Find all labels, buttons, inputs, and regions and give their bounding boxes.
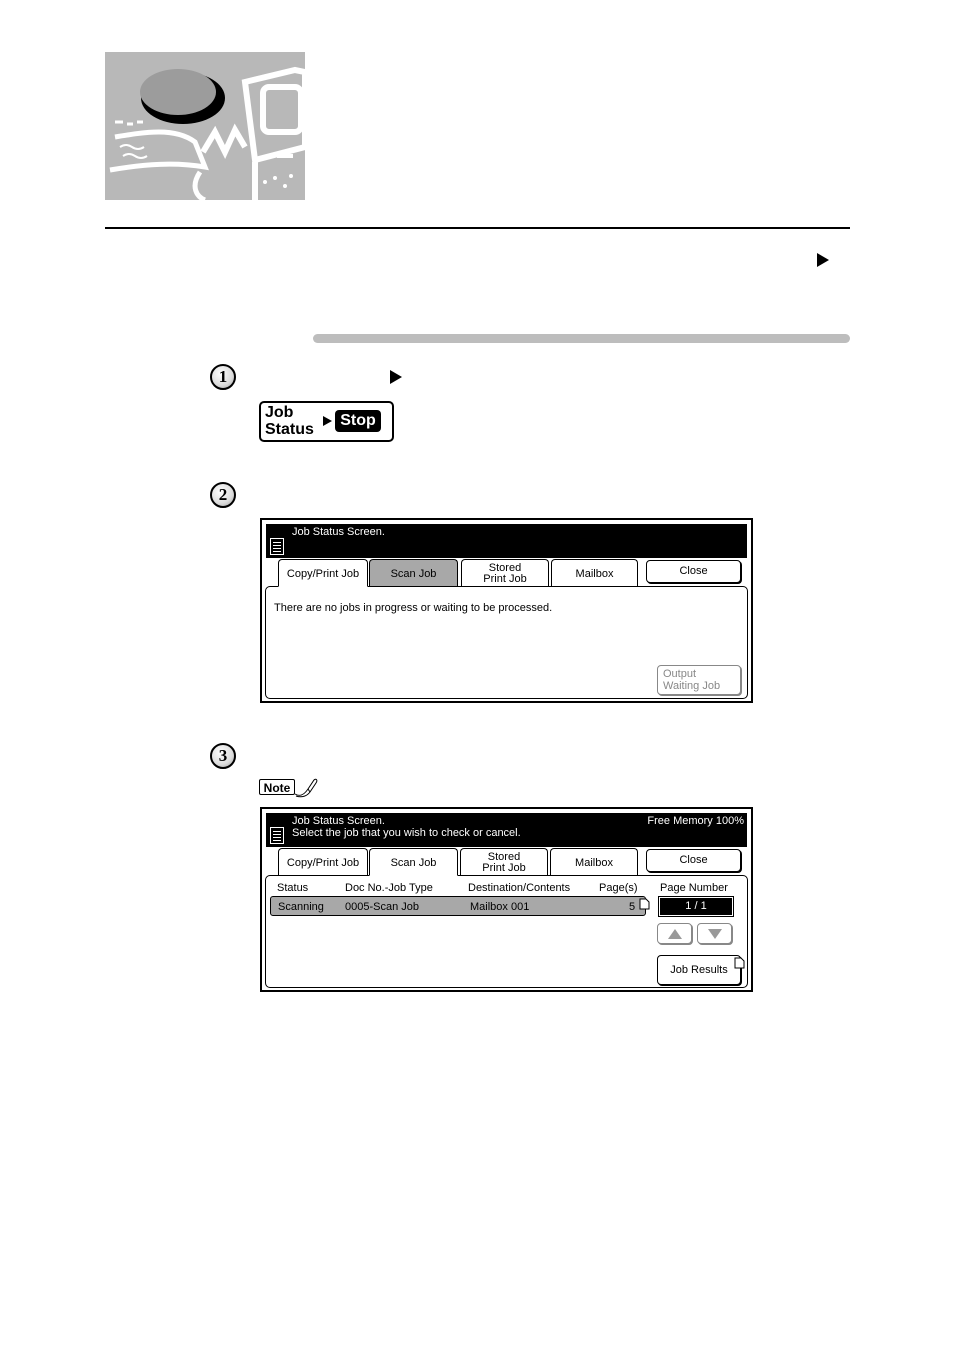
empty-message: There are no jobs in progress or waiting to be processed. (274, 602, 553, 614)
row-status: Scanning (278, 901, 324, 913)
arrow-right-icon (323, 416, 332, 426)
job-status-label (265, 404, 314, 438)
scroll-up-button[interactable] (657, 923, 692, 944)
column-header-status: Status (277, 882, 309, 894)
pencil-icon (294, 777, 318, 799)
tab-mailbox[interactable] (550, 848, 638, 875)
job-results-button[interactable]: Job Results (657, 955, 741, 985)
row-pages: 5 (629, 901, 636, 913)
tab-label-line1: Stored (487, 851, 521, 863)
row-doc-job-type: 0005-Scan Job (345, 901, 419, 913)
arrow-right-icon (817, 253, 829, 267)
tab-label: Mailbox (575, 568, 614, 580)
column-header-pages: Page(s) (599, 882, 638, 894)
note-badge: Note (259, 779, 295, 795)
tab-label-line2: Print Job (483, 573, 527, 585)
row-destination: Mailbox 001 (470, 901, 530, 913)
document-icon (270, 827, 284, 844)
column-header-destination: Destination/Contents (468, 882, 571, 894)
tab-label (462, 563, 548, 585)
tab-stored-print-job[interactable] (460, 848, 548, 875)
tab-scan-job[interactable] (369, 848, 458, 876)
tab-label: Copy/Print Job (286, 857, 360, 869)
tab-label: Scan Job (390, 857, 437, 869)
header-rule (105, 227, 850, 229)
tab-mailbox[interactable] (551, 559, 638, 586)
stop-button[interactable]: Stop (335, 410, 381, 432)
tab-label: Scan Job (390, 568, 437, 580)
triangle-up-icon (668, 929, 682, 939)
scroll-down-button[interactable] (697, 923, 732, 944)
tab-scan-job[interactable] (369, 559, 458, 586)
tab-copy-print-job[interactable] (278, 848, 368, 875)
tab-label (461, 852, 547, 874)
section-bar (313, 334, 850, 343)
free-memory-status: Free Memory 100% (647, 815, 744, 827)
page-number-label: Page Number (660, 882, 728, 894)
output-waiting-job-button[interactable] (657, 665, 741, 695)
screen-header (266, 524, 747, 558)
screen-title: Job Status Screen. (292, 526, 385, 538)
chapter-illustration (105, 52, 305, 200)
office-illustration-icon (105, 52, 305, 200)
arrow-right-icon (390, 370, 402, 384)
step-number-2: 2 (210, 482, 236, 508)
tab-label: Copy/Print Job (286, 568, 360, 580)
tab-copy-print-job[interactable] (278, 559, 368, 587)
page-number-display: 1 / 1 (660, 898, 732, 915)
screen-title: Job Status Screen. (292, 815, 385, 827)
step-number-1: 1 (210, 364, 236, 390)
button-label-line2: Waiting Job (663, 680, 721, 692)
doc-flag-icon (639, 898, 650, 910)
doc-flag-icon (734, 957, 745, 969)
table-row[interactable] (270, 896, 646, 916)
column-header-doc-no: Doc No.-Job Type (345, 882, 433, 894)
job-label: Job (265, 404, 294, 421)
step-number-3: 3 (210, 743, 236, 769)
tab-stored-print-job[interactable] (461, 559, 549, 586)
close-button[interactable]: Close (646, 560, 741, 583)
tab-label-line2: Print Job (482, 862, 526, 874)
status-label: Status (265, 421, 314, 438)
document-icon (270, 538, 284, 555)
tab-label-line1: Stored (488, 562, 522, 574)
close-button[interactable]: Close (646, 849, 741, 872)
triangle-down-icon (708, 929, 722, 939)
screen-instruction: Select the job that you wish to check or cancel. (292, 827, 521, 839)
tab-label: Mailbox (575, 857, 613, 869)
job-status-key[interactable] (259, 401, 394, 442)
button-label-line1: Output (663, 668, 697, 680)
screen-header (266, 813, 747, 847)
